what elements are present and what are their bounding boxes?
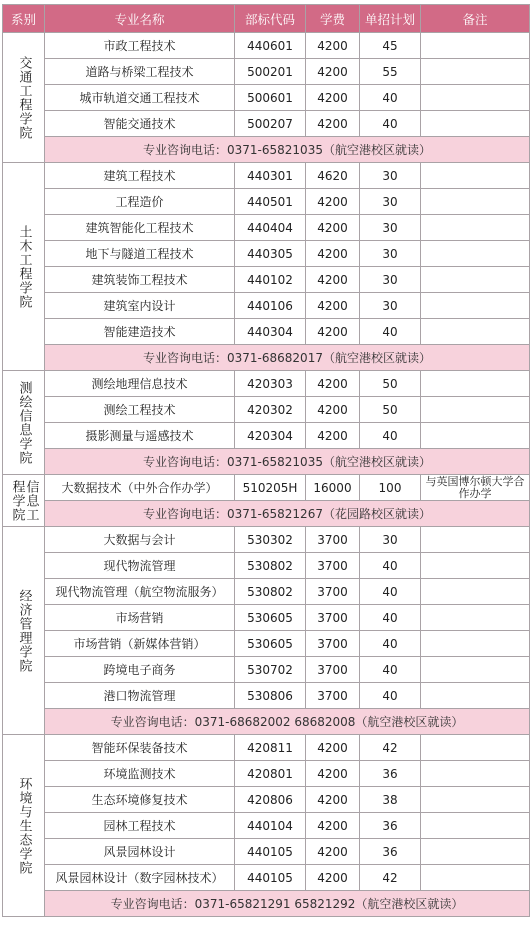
- enrollment-plan: 40: [360, 683, 421, 709]
- remarks: [421, 605, 530, 631]
- tuition-fee: 4200: [306, 865, 360, 891]
- enrollment-plan: 30: [360, 189, 421, 215]
- remarks: [421, 579, 530, 605]
- table-row: [3, 163, 530, 189]
- table-row: [3, 761, 530, 787]
- tuition-fee: 4200: [306, 59, 360, 85]
- major-code: 500601: [235, 85, 306, 111]
- tuition-fee: 4200: [306, 423, 360, 449]
- enrollment-plan: 36: [360, 813, 421, 839]
- consult-row: [3, 891, 530, 917]
- tuition-fee: 3700: [306, 605, 360, 631]
- tuition-fee: 4620: [306, 163, 360, 189]
- enrollment-plan: 40: [360, 85, 421, 111]
- enrollment-plan: 40: [360, 579, 421, 605]
- enrollment-plan: 45: [360, 33, 421, 59]
- table-row: [3, 787, 530, 813]
- enrollment-plan: 55: [360, 59, 421, 85]
- header-enrollment-plan: 单招计划: [360, 5, 421, 33]
- major-code: 420302: [235, 397, 306, 423]
- enrollment-plan: 30: [360, 527, 421, 553]
- table-row: [3, 215, 530, 241]
- table-row: [3, 579, 530, 605]
- major-code: 440104: [235, 813, 306, 839]
- tuition-fee: 4200: [306, 735, 360, 761]
- major-name: 跨境电子商务: [45, 657, 235, 683]
- tuition-fee: 3700: [306, 579, 360, 605]
- enrollment-plan: 30: [360, 293, 421, 319]
- major-code: 500207: [235, 111, 306, 137]
- remarks: [421, 761, 530, 787]
- tuition-fee: 16000: [306, 475, 360, 501]
- major-code: 440301: [235, 163, 306, 189]
- major-name: 现代物流管理（航空物流服务）: [45, 579, 235, 605]
- enrollment-plan: 30: [360, 241, 421, 267]
- major-name: 道路与桥梁工程技术: [45, 59, 235, 85]
- tuition-fee: 4200: [306, 267, 360, 293]
- major-name: 市政工程技术: [45, 33, 235, 59]
- major-name: 城市轨道交通工程技术: [45, 85, 235, 111]
- remarks: [421, 33, 530, 59]
- major-code: 440105: [235, 839, 306, 865]
- consult-row: [3, 501, 530, 527]
- enrollment-plan: 40: [360, 553, 421, 579]
- major-code: 530806: [235, 683, 306, 709]
- remarks: [421, 423, 530, 449]
- major-name: 大数据技术（中外合作办学）: [45, 475, 235, 501]
- remarks: [421, 865, 530, 891]
- major-code: 510205H: [235, 475, 306, 501]
- enrollment-plan: 40: [360, 631, 421, 657]
- major-code: 420303: [235, 371, 306, 397]
- major-name: 风景园林设计: [45, 839, 235, 865]
- table-row: [3, 33, 530, 59]
- remarks: [421, 241, 530, 267]
- tuition-fee: 4200: [306, 33, 360, 59]
- enrollment-plan: 50: [360, 371, 421, 397]
- major-name: 港口物流管理: [45, 683, 235, 709]
- major-code: 530802: [235, 553, 306, 579]
- enrollment-plan: 30: [360, 215, 421, 241]
- major-code: 530605: [235, 631, 306, 657]
- major-code: 420304: [235, 423, 306, 449]
- table-row: [3, 657, 530, 683]
- header-row: [3, 5, 530, 33]
- major-code: 530605: [235, 605, 306, 631]
- major-code: 420806: [235, 787, 306, 813]
- major-code: 440106: [235, 293, 306, 319]
- tuition-fee: 4200: [306, 293, 360, 319]
- tuition-fee: 3700: [306, 553, 360, 579]
- major-code: 440105: [235, 865, 306, 891]
- remarks: [421, 683, 530, 709]
- tuition-fee: 4200: [306, 371, 360, 397]
- major-code: 500201: [235, 59, 306, 85]
- major-name: 建筑室内设计: [45, 293, 235, 319]
- major-name: 智能交通技术: [45, 111, 235, 137]
- college-name: 交通工程学院: [3, 33, 45, 163]
- enrollment-plan: 40: [360, 111, 421, 137]
- enrollment-plan: 50: [360, 397, 421, 423]
- header-major-code: 部标代码: [235, 5, 306, 33]
- remarks: [421, 371, 530, 397]
- major-name: 工程造价: [45, 189, 235, 215]
- remarks: [421, 735, 530, 761]
- consult-phone: 专业咨询电话：0371-68682002 68682008（航空港校区就读）: [45, 709, 530, 735]
- major-name: 建筑工程技术: [45, 163, 235, 189]
- remarks: [421, 553, 530, 579]
- major-name: 生态环境修复技术: [45, 787, 235, 813]
- table-row: [3, 111, 530, 137]
- enrollment-plan: 42: [360, 735, 421, 761]
- remarks: [421, 319, 530, 345]
- major-name: 测绘地理信息技术: [45, 371, 235, 397]
- major-code: 440404: [235, 215, 306, 241]
- major-name: 现代物流管理: [45, 553, 235, 579]
- header-remarks: 备注: [421, 5, 530, 33]
- table-row: [3, 865, 530, 891]
- table-row: [3, 423, 530, 449]
- tuition-fee: 4200: [306, 111, 360, 137]
- remarks: [421, 85, 530, 111]
- college-name: 信息工程学院: [3, 475, 45, 527]
- major-name: 大数据与会计: [45, 527, 235, 553]
- consult-phone: 专业咨询电话：0371-65821035（航空港校区就读）: [45, 137, 530, 163]
- major-code: 440305: [235, 241, 306, 267]
- remarks: [421, 267, 530, 293]
- major-code: 530702: [235, 657, 306, 683]
- enrollment-table: [2, 4, 530, 917]
- tuition-fee: 4200: [306, 85, 360, 111]
- major-code: 440501: [235, 189, 306, 215]
- tuition-fee: 4200: [306, 189, 360, 215]
- table-row: [3, 631, 530, 657]
- major-code: 420801: [235, 761, 306, 787]
- remarks: [421, 657, 530, 683]
- college-name: 土木工程学院: [3, 163, 45, 371]
- consult-row: [3, 137, 530, 163]
- consult-row: [3, 345, 530, 371]
- enrollment-plan: 40: [360, 605, 421, 631]
- enrollment-plan: 30: [360, 267, 421, 293]
- enrollment-plan: 40: [360, 657, 421, 683]
- table-row: [3, 371, 530, 397]
- major-name: 地下与隧道工程技术: [45, 241, 235, 267]
- header-department: 系别: [3, 5, 45, 33]
- remarks: [421, 111, 530, 137]
- major-name: 风景园林设计（数字园林技术）: [45, 865, 235, 891]
- major-name: 建筑装饰工程技术: [45, 267, 235, 293]
- tuition-fee: 4200: [306, 839, 360, 865]
- tuition-fee: 3700: [306, 527, 360, 553]
- remarks: 与英国博尔顿大学合作办学: [421, 475, 530, 501]
- table-row: [3, 735, 530, 761]
- tuition-fee: 3700: [306, 657, 360, 683]
- table-row: [3, 683, 530, 709]
- table-row: [3, 839, 530, 865]
- major-name: 摄影测量与遥感技术: [45, 423, 235, 449]
- table-row: [3, 267, 530, 293]
- consult-phone: 专业咨询电话：0371-65821291 65821292（航空港校区就读）: [45, 891, 530, 917]
- major-name: 智能环保装备技术: [45, 735, 235, 761]
- tuition-fee: 4200: [306, 241, 360, 267]
- table-row: [3, 397, 530, 423]
- tuition-fee: 4200: [306, 787, 360, 813]
- table-row: [3, 293, 530, 319]
- major-name: 市场营销: [45, 605, 235, 631]
- remarks: [421, 293, 530, 319]
- major-name: 建筑智能化工程技术: [45, 215, 235, 241]
- remarks: [421, 839, 530, 865]
- table-row: [3, 85, 530, 111]
- remarks: [421, 215, 530, 241]
- major-name: 测绘工程技术: [45, 397, 235, 423]
- table-row: [3, 553, 530, 579]
- major-name: 环境监测技术: [45, 761, 235, 787]
- college-name: 经济管理学院: [3, 527, 45, 735]
- remarks: [421, 631, 530, 657]
- college-name: 环境与生态学院: [3, 735, 45, 917]
- table-body: [3, 33, 530, 917]
- table-row: [3, 527, 530, 553]
- remarks: [421, 527, 530, 553]
- major-code: 530802: [235, 579, 306, 605]
- enrollment-plan: 100: [360, 475, 421, 501]
- major-name: 园林工程技术: [45, 813, 235, 839]
- major-code: 530302: [235, 527, 306, 553]
- major-code: 440102: [235, 267, 306, 293]
- major-name: 市场营销（新媒体营销）: [45, 631, 235, 657]
- remarks: [421, 189, 530, 215]
- enrollment-plan: 40: [360, 319, 421, 345]
- table-row: [3, 475, 530, 501]
- consult-row: [3, 449, 530, 475]
- consult-phone: 专业咨询电话：0371-65821267（花园路校区就读）: [45, 501, 530, 527]
- tuition-fee: 4200: [306, 215, 360, 241]
- header-tuition: 学费: [306, 5, 360, 33]
- major-code: 420811: [235, 735, 306, 761]
- remarks: [421, 59, 530, 85]
- consult-phone: 专业咨询电话：0371-68682017（航空港校区就读）: [45, 345, 530, 371]
- header-major-name: 专业名称: [45, 5, 235, 33]
- enrollment-plan: 40: [360, 423, 421, 449]
- table-row: [3, 189, 530, 215]
- consult-phone: 专业咨询电话：0371-65821035（航空港校区就读）: [45, 449, 530, 475]
- tuition-fee: 3700: [306, 683, 360, 709]
- enrollment-plan: 36: [360, 839, 421, 865]
- enrollment-plan: 42: [360, 865, 421, 891]
- table-row: [3, 59, 530, 85]
- tuition-fee: 3700: [306, 631, 360, 657]
- consult-row: [3, 709, 530, 735]
- major-name: 智能建造技术: [45, 319, 235, 345]
- major-code: 440304: [235, 319, 306, 345]
- table-row: [3, 241, 530, 267]
- remarks: [421, 813, 530, 839]
- remarks: [421, 163, 530, 189]
- tuition-fee: 4200: [306, 319, 360, 345]
- table-row: [3, 605, 530, 631]
- tuition-fee: 4200: [306, 397, 360, 423]
- remarks: [421, 397, 530, 423]
- remarks: [421, 787, 530, 813]
- tuition-fee: 4200: [306, 813, 360, 839]
- enrollment-plan: 36: [360, 761, 421, 787]
- college-name: 测绘信息学院: [3, 371, 45, 475]
- tuition-fee: 4200: [306, 761, 360, 787]
- table-row: [3, 319, 530, 345]
- table-row: [3, 813, 530, 839]
- enrollment-plan: 38: [360, 787, 421, 813]
- enrollment-plan: 30: [360, 163, 421, 189]
- major-code: 440601: [235, 33, 306, 59]
